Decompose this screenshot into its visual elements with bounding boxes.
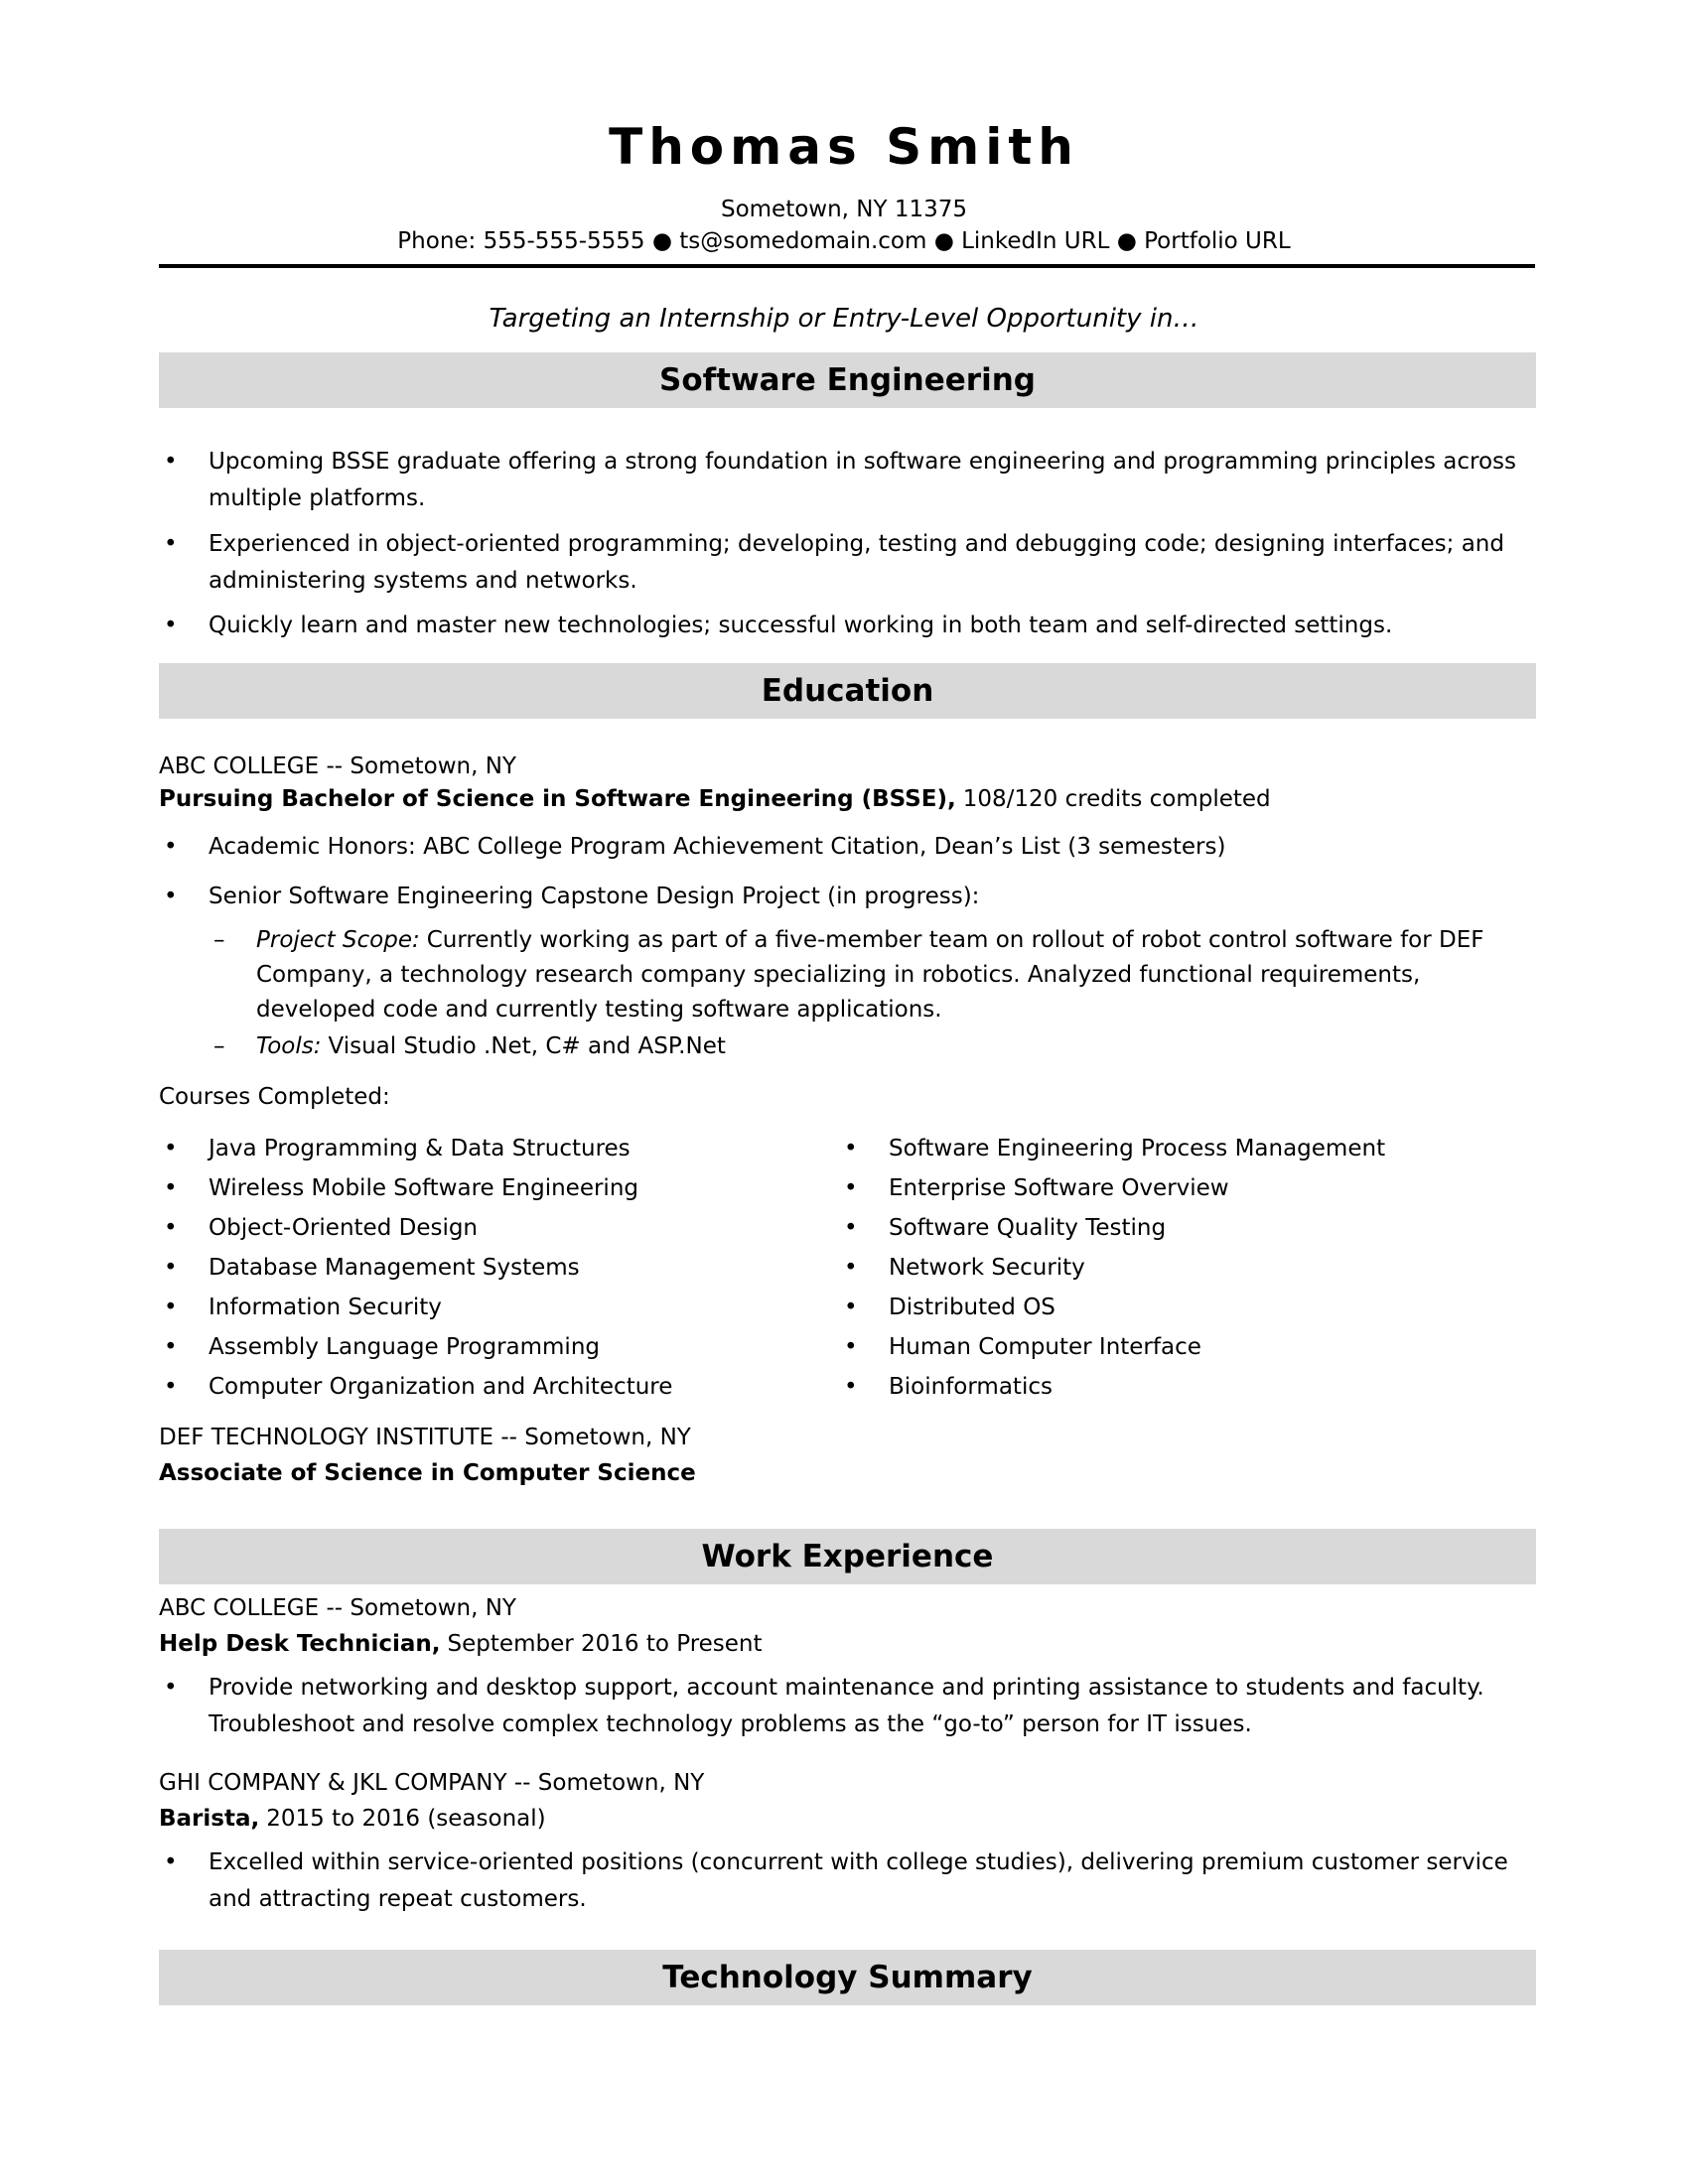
bullet-icon: •: [164, 1136, 178, 1161]
course-text: Bioinformatics: [889, 1374, 1053, 1400]
company-line: GHI COMPANY & JKL COMPANY -- Sometown, NY: [159, 1770, 705, 1796]
course-item: [844, 1208, 1385, 1248]
section-header-technology-summary: [159, 1950, 1536, 2005]
course-text: Java Programming & Data Structures: [209, 1136, 631, 1161]
course-item: [844, 1367, 1385, 1407]
course-text: Enterprise Software Overview: [889, 1175, 1229, 1201]
course-item: [164, 1168, 672, 1208]
bullet-icon: •: [844, 1255, 858, 1281]
course-text: Software Engineering Process Management: [889, 1136, 1386, 1161]
course-text: Information Security: [209, 1295, 442, 1320]
bullet-icon: •: [844, 1295, 858, 1320]
section-header-software-engineering: [159, 352, 1536, 408]
bullet-icon: •: [164, 613, 178, 638]
sub-bullet-text: Visual Studio .Net, C# and ASP.Net: [328, 1033, 726, 1059]
bullet-text: Academic Honors: ABC College Program Achievement Citation, Dean’s List (3 semesters): [209, 834, 1226, 860]
course-text: Computer Organization and Architecture: [209, 1374, 673, 1400]
degree-title: Associate of Science in Computer Science: [159, 1460, 696, 1486]
skills-bullet-item: [164, 444, 1519, 517]
section-title: Education: [761, 673, 934, 709]
company-line: ABC COLLEGE -- Sometown, NY: [159, 1595, 516, 1621]
job-title-line: [159, 1629, 763, 1660]
bullet-icon: •: [164, 1675, 178, 1701]
course-item: [844, 1288, 1385, 1327]
course-item: [164, 1288, 672, 1327]
bullet-icon: •: [844, 1334, 858, 1360]
job-bullet-item: [164, 1844, 1519, 1918]
skills-bullet-item: [164, 526, 1519, 600]
bullet-icon: •: [164, 1374, 178, 1400]
job-title: Help Desk Technician,: [159, 1631, 441, 1657]
dash-icon: –: [213, 927, 225, 953]
bullet-icon: •: [164, 531, 178, 557]
job-dates: September 2016 to Present: [447, 1631, 763, 1657]
job-title-line: [159, 1804, 546, 1835]
bullet-icon: •: [164, 1175, 178, 1201]
bullet-icon: •: [164, 1295, 178, 1320]
degree-detail: 108/120 credits completed: [962, 786, 1271, 812]
capstone-sub-bullet: [213, 1029, 1520, 1064]
degree-title: Pursuing Bachelor of Science in Software Engineering (BSSE),: [159, 786, 956, 812]
bullet-icon: •: [164, 1255, 178, 1281]
course-item: [844, 1327, 1385, 1367]
course-text: Object-Oriented Design: [209, 1215, 479, 1241]
bullet-text: Senior Software Engineering Capstone Design Project (in progress):: [209, 884, 980, 909]
school-line: ABC COLLEGE -- Sometown, NY: [159, 753, 516, 779]
bullet-text: Provide networking and desktop support, account maintenance and printing assistance to students and faculty. Troubleshoot and resolve complex technology problems as the “go-to” person for IT issues.: [209, 1675, 1484, 1737]
bullet-icon: •: [844, 1175, 858, 1201]
bullet-icon: •: [164, 1215, 178, 1241]
school-line: DEF TECHNOLOGY INSTITUTE -- Sometown, NY: [159, 1425, 691, 1450]
course-item: [164, 1129, 672, 1168]
course-item: [164, 1248, 672, 1288]
bullet-icon: •: [844, 1215, 858, 1241]
bullet-icon: •: [164, 834, 178, 860]
bullet-icon: •: [164, 884, 178, 909]
bullet-text: Quickly learn and master new technologies; successful working in both team and self-directed settings.: [209, 613, 1393, 638]
course-text: Database Management Systems: [209, 1255, 580, 1281]
header-divider: [159, 264, 1535, 268]
courses-column-left: [164, 1129, 672, 1407]
job-bullet-item: [164, 1670, 1519, 1743]
course-text: Assembly Language Programming: [209, 1334, 600, 1360]
bullet-text: Experienced in object-oriented programming; developing, testing and debugging code; designing interfaces; and administering systems and networks.: [209, 531, 1504, 594]
bullet-icon: •: [164, 1334, 178, 1360]
course-item: [844, 1129, 1385, 1168]
education-bullet-item: [164, 879, 1519, 915]
course-item: [844, 1248, 1385, 1288]
job-title: Barista,: [159, 1806, 260, 1832]
section-title: Technology Summary: [662, 1960, 1033, 1995]
sub-bullet-label: Tools:: [256, 1033, 322, 1059]
sub-bullet-text: Currently working as part of a five-member team on rollout of robot control software for DEF Company, a technology research company specializing in robotics. Analyzed functional requirements, developed code and currently testing software applications.: [256, 927, 1484, 1023]
sub-bullet-label: Project Scope:: [256, 927, 420, 953]
bullet-icon: •: [164, 449, 178, 475]
skills-bullet-item: [164, 608, 1519, 644]
bullet-icon: •: [844, 1374, 858, 1400]
dash-icon: –: [213, 1033, 225, 1059]
name-title: Thomas Smith: [609, 118, 1079, 176]
capstone-sub-bullet: [213, 923, 1520, 1027]
courses-column-right: [844, 1129, 1385, 1407]
bullet-text: Excelled within service-oriented positions (concurrent with college studies), delivering premium customer service and attracting repeat customers.: [209, 1849, 1508, 1912]
targeting-line: Targeting an Internship or Entry-Level Opportunity in…: [489, 304, 1199, 334]
course-item: [164, 1327, 672, 1367]
course-text: Distributed OS: [889, 1295, 1055, 1320]
location-line: Sometown, NY 11375: [720, 197, 968, 222]
section-header-education: [159, 663, 1536, 719]
section-header-work-experience: [159, 1529, 1536, 1584]
course-text: Network Security: [889, 1255, 1085, 1281]
degree-line: [159, 784, 1271, 815]
bullet-icon: •: [844, 1136, 858, 1161]
course-item: [844, 1168, 1385, 1208]
job-dates: 2015 to 2016 (seasonal): [266, 1806, 546, 1832]
courses-label: Courses Completed:: [159, 1084, 390, 1110]
contact-line: Phone: 555-555-5555 ● ts@somedomain.com ● LinkedIn URL ● Portfolio URL: [397, 228, 1291, 254]
course-text: Human Computer Interface: [889, 1334, 1201, 1360]
course-text: Software Quality Testing: [889, 1215, 1167, 1241]
section-title: Software Engineering: [659, 362, 1036, 398]
course-item: [164, 1367, 672, 1407]
section-title: Work Experience: [701, 1539, 994, 1574]
bullet-text: Upcoming BSSE graduate offering a strong foundation in software engineering and programming principles across multiple platforms.: [209, 449, 1517, 511]
course-item: [164, 1208, 672, 1248]
bullet-icon: •: [164, 1849, 178, 1875]
course-text: Wireless Mobile Software Engineering: [209, 1175, 639, 1201]
education-bullet-item: [164, 829, 1519, 866]
